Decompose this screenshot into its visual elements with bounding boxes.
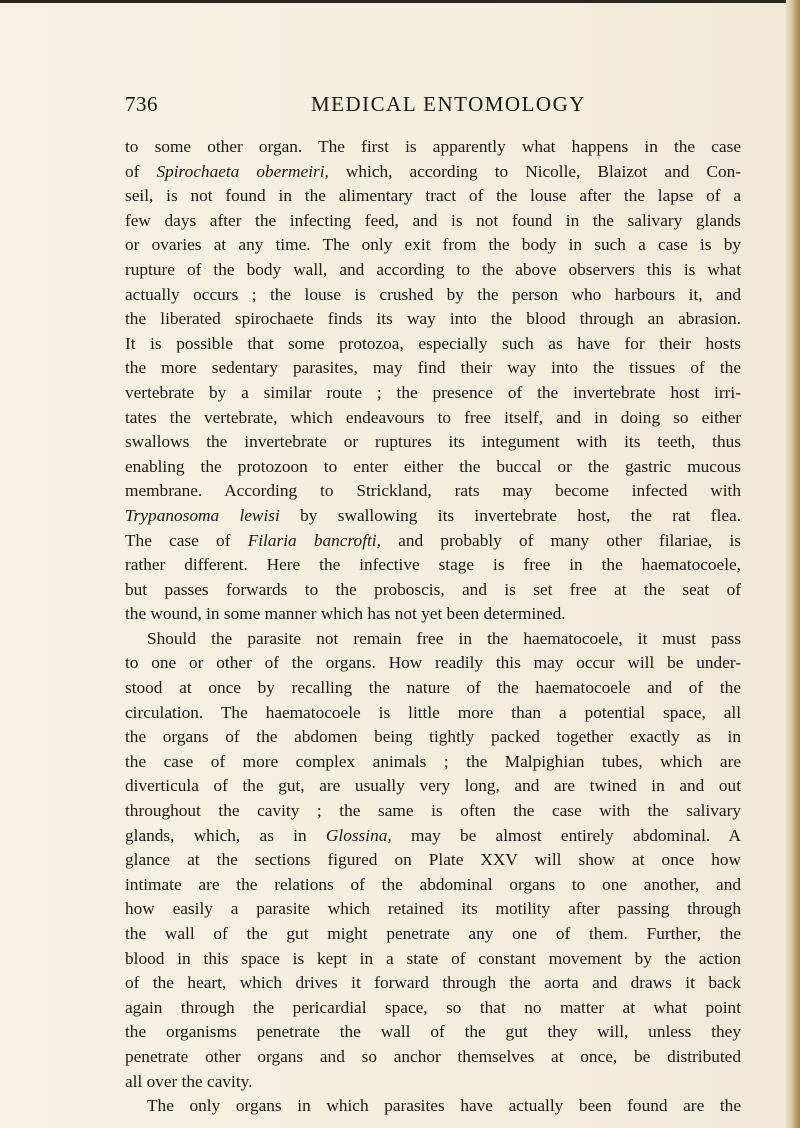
text-line: rupture of the body wall, and according to the above observers this is what bbox=[125, 259, 741, 279]
text-line: or ovaries at any time. The only exit from the body in such a case is by bbox=[125, 235, 741, 255]
text-line: of the heart, which drives it forward through the aorta and draws it back bbox=[125, 973, 741, 993]
text-line: It is possible that some protozoa, especially such as have for their hosts bbox=[125, 333, 741, 353]
text-line: the organisms penetrate the wall of the gut they will, unless they bbox=[125, 1022, 741, 1042]
text-line: penetrate other organs and so anchor themselves at once, be distributed bbox=[125, 1046, 741, 1066]
species-name: Glossina, bbox=[325, 825, 392, 845]
text-line: membrane. According to Strickland, rats may become infected with bbox=[125, 481, 741, 501]
text-line: the wall of the gut might penetrate any one of them. Further, the bbox=[125, 924, 741, 943]
text-line: tates the vertebrate, which endeavours to free itself, and in doing so either bbox=[125, 407, 741, 427]
text-line: throughout the cavity ; the same is often the case with the salivary bbox=[125, 801, 741, 821]
page-header bbox=[125, 92, 725, 122]
text-run: by swallowing its invertebrate host, the rat flea. bbox=[279, 505, 742, 525]
text-run: which, according to Nicolle, Blaizot and Con- bbox=[328, 161, 741, 181]
page-edge-shadow bbox=[786, 0, 800, 1128]
text-line: again through the pericardial space, so that no matter at what point bbox=[125, 997, 741, 1017]
text-line: how easily a parasite which retained its motility after passing through bbox=[125, 899, 741, 919]
text-line: the wound, in some manner which has not yet been determined. bbox=[125, 604, 566, 624]
text-run: and probably of many other filariae, is bbox=[380, 530, 741, 550]
running-head: MEDICAL ENTOMOLOGY bbox=[311, 92, 586, 116]
text-line: glance at the sections figured on Plate XXV will show at once how bbox=[125, 850, 741, 870]
text-run: may be almost entirely abdominal. A bbox=[391, 825, 741, 845]
text-line: actually occurs ; the louse is crushed by the person who harbours it, and bbox=[125, 284, 741, 304]
text-line: The only organs in which parasites have actually been found are the bbox=[147, 1096, 741, 1116]
text-line: vertebrate by a similar route ; the presence of the invertebrate host irri- bbox=[125, 382, 741, 402]
text-run: glands, which, as in bbox=[125, 825, 326, 845]
text-line: the more sedentary parasites, may find their way into the tissues of the bbox=[125, 358, 741, 378]
text-line: the liberated spirochaete finds its way into the blood through an abrasion. bbox=[125, 309, 741, 329]
text-line: intimate are the relations of the abdominal organs to one another, and bbox=[125, 874, 741, 894]
text-line bbox=[125, 529, 741, 554]
text-line: seil, is not found in the alimentary tract of the louse after the lapse of a bbox=[125, 186, 741, 206]
text-line: few days after the infecting feed, and is not found in the salivary glands bbox=[125, 210, 741, 230]
text-line: but passes forwards to the proboscis, and is set free at the seat of bbox=[125, 579, 741, 599]
top-rule bbox=[0, 0, 800, 3]
text-line: Should the parasite not remain free in the haematocoele, it must pass bbox=[147, 628, 741, 648]
text-line bbox=[125, 824, 741, 849]
species-name: Filaria bancrofti, bbox=[247, 530, 381, 550]
text-line: to some other organ. The first is apparently what happens in the case bbox=[125, 137, 741, 156]
text-line: swallows the invertebrate or ruptures its integument with its teeth, thus bbox=[125, 432, 741, 452]
text-line: enabling the protozoon to enter either the buccal or the gastric mucous bbox=[125, 456, 741, 476]
text-line: all over the cavity. bbox=[125, 1071, 253, 1091]
text-line bbox=[125, 160, 741, 185]
body-text bbox=[125, 135, 741, 1119]
text-line: blood in this space is kept in a state of constant movement by the action bbox=[125, 948, 741, 968]
text-line: stood at once by recalling the nature of the haematocoele and of the bbox=[125, 678, 741, 698]
text-line bbox=[125, 504, 741, 529]
text-line: the organs of the abdomen being tightly packed together exactly as in bbox=[125, 727, 741, 747]
text-run: of bbox=[125, 161, 157, 181]
species-name: Trypanosoma lewisi bbox=[125, 505, 280, 525]
text-line: rather different. Here the infective stage is free in the haematocoele, bbox=[125, 555, 741, 575]
page-number: 736 bbox=[125, 92, 158, 116]
text-line: diverticula of the gut, are usually very long, and are twined in and out bbox=[125, 776, 741, 796]
text-line: to one or other of the organs. How readily this may occur will be under- bbox=[125, 653, 741, 673]
species-name: Spirochaeta obermeiri, bbox=[156, 161, 329, 181]
text-run: The case of bbox=[125, 530, 248, 550]
text-line: the case of more complex animals ; the Malpighian tubes, which are bbox=[125, 751, 741, 771]
text-line: circulation. The haematocoele is little more than a potential space, all bbox=[125, 702, 741, 722]
